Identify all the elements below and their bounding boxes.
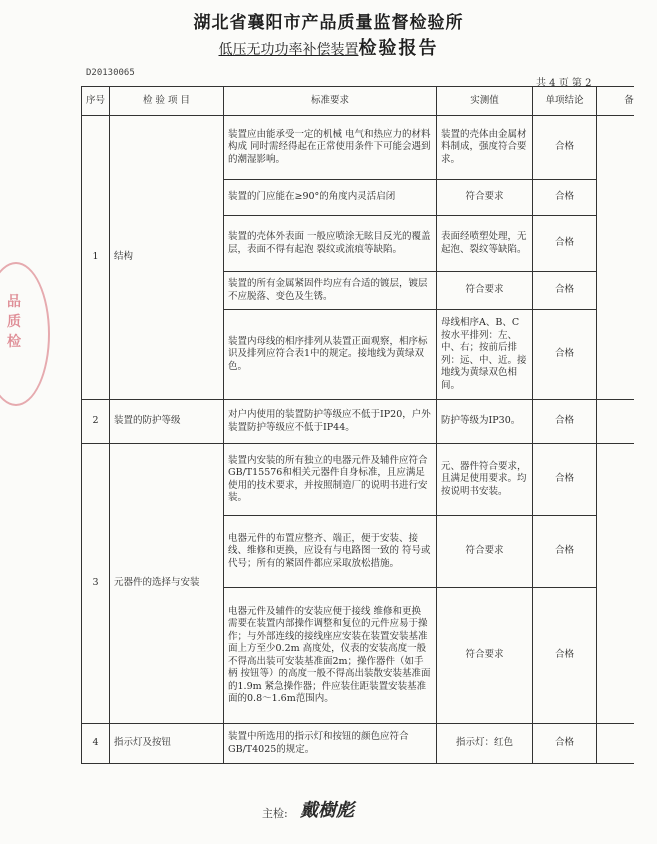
row-no: 4 [82, 724, 110, 764]
measured-cell: 指示灯：红色 [437, 724, 533, 764]
measured-cell: 元、器件符合要求，且满足使用要求。均按说明书安装。 [437, 444, 533, 516]
remark-cell [597, 400, 635, 444]
result-cell: 合格 [533, 310, 597, 400]
col-header-measured: 实测值 [437, 87, 533, 116]
row-no: 2 [82, 400, 110, 444]
table-row [82, 400, 635, 444]
result-cell: 合格 [533, 724, 597, 764]
measured-cell: 符合要求 [437, 588, 533, 724]
measured-cell: 装置的壳体由金属材料制成，强度符合要求。 [437, 116, 533, 180]
inspector-signature [300, 796, 410, 830]
row-item: 指示灯及按钮 [110, 724, 224, 764]
report-subtitle [0, 34, 657, 60]
inspection-table [81, 86, 634, 764]
measured-cell: 符合要求 [437, 516, 533, 588]
result-cell: 合格 [533, 272, 597, 310]
result-cell: 合格 [533, 400, 597, 444]
requirement-cell: 电器元件及辅件的安装应便于接线 维修和更换 需要在装置内部操作调整和复位的元件应易于操作；与外部连线的接线座应安装在装置安装基准面上方至少0.2m 高度处，仪表的安装高度一般不得高出装可安装基准面2m；操作器件（如手柄 按钮等）的高度一般不得高出装散安装基准面的1.9m 紧急操作器；件应装住距装置安装基准面的0.8～1.6m范围内。 [224, 588, 437, 724]
measured-cell: 表面经喷塑处理，无起泡、裂纹等缺陷。 [437, 216, 533, 272]
requirement-cell: 装置的门应能在≥90°的角度内灵活启闭 [224, 180, 437, 216]
remark-cell [597, 724, 635, 764]
signature-text: 戴樹彪 [300, 800, 354, 821]
row-no: 1 [82, 116, 110, 400]
product-name: 低压无功功率补偿装置 [218, 42, 359, 58]
result-cell: 合格 [533, 516, 597, 588]
measured-cell: 符合要求 [437, 180, 533, 216]
table-row [82, 444, 635, 516]
requirement-cell: 装置内母线的相序排列从装置正面观察，相序标识及排列应符合表1中的规定。接地线为黄绿双色。 [224, 310, 437, 400]
row-item: 装置的防护等级 [110, 400, 224, 444]
result-cell: 合格 [533, 180, 597, 216]
remark-cell [597, 116, 635, 400]
measured-cell: 防护等级为IP30。 [437, 400, 533, 444]
table-row [82, 116, 635, 180]
requirement-cell: 电器元件的布置应整齐、端正，便于安装、接线、维修和更换，应设有与电路图一致的 符号或代号；所有的紧固件都应采取放松措施。 [224, 516, 437, 588]
col-header-result: 单项结论 [533, 87, 597, 116]
inspection-table-wrap [81, 86, 634, 795]
col-header-requirement: 标准要求 [224, 87, 437, 116]
row-item: 结构 [110, 116, 224, 400]
institute-title: 湖北省襄阳市产品质量监督检验所 [193, 13, 464, 33]
requirement-cell: 装置的所有金属紧固件均应有合适的镀层，镀层不应脱落、变色及生锈。 [224, 272, 437, 310]
row-item: 元器件的选择与安装 [110, 444, 224, 724]
result-cell: 合格 [533, 444, 597, 516]
requirement-cell: 装置应由能承受一定的机械 电气和热应力的材料构成 同时需经得起在正常使用条件下可能会遇到的潮湿影响。 [224, 116, 437, 180]
stamp-text: 品 质 检 [7, 294, 21, 350]
result-cell: 合格 [533, 588, 597, 724]
measured-cell: 母线相序A、B、C按水平排列：左、中、右；按前后排列：远、中、近。接地线为黄绿双色相间。 [437, 310, 533, 400]
col-header-remark: 备 [597, 87, 635, 116]
report-title: 检验报告 [358, 38, 439, 59]
requirement-cell: 对户内使用的装置防护等级应不低于IP20，户外装置防护等级应不低于IP44。 [224, 400, 437, 444]
row-no: 3 [82, 444, 110, 724]
requirement-cell: 装置中所选用的指示灯和按钮的颜色应符合GB/T4025的规定。 [224, 724, 437, 764]
inspector-label: 主检: [262, 807, 288, 820]
red-stamp [0, 262, 50, 406]
col-header-item: 检 验 项 目 [110, 87, 224, 116]
remark-cell [597, 444, 635, 724]
col-header-no: 序号 [82, 87, 110, 116]
result-cell: 合格 [533, 116, 597, 180]
requirement-cell: 装置内安装的所有独立的电器元件及辅件应符合GB/T15576和相关元器件自身标准，且应满足使用的技术要求，并按照制造厂的说明书进行安装。 [224, 444, 437, 516]
requirement-cell: 装置的壳体外表面 一般应喷涂无眩目反光的覆盖层，表面不得有起泡 裂纹或流痕等缺陷。 [224, 216, 437, 272]
table-header-row [82, 87, 635, 116]
result-cell: 合格 [533, 216, 597, 272]
report-number: D20130065 [86, 68, 135, 78]
page-info: 共 4 页 第 2 [536, 78, 592, 89]
table-row [82, 724, 635, 764]
measured-cell: 符合要求 [437, 272, 533, 310]
